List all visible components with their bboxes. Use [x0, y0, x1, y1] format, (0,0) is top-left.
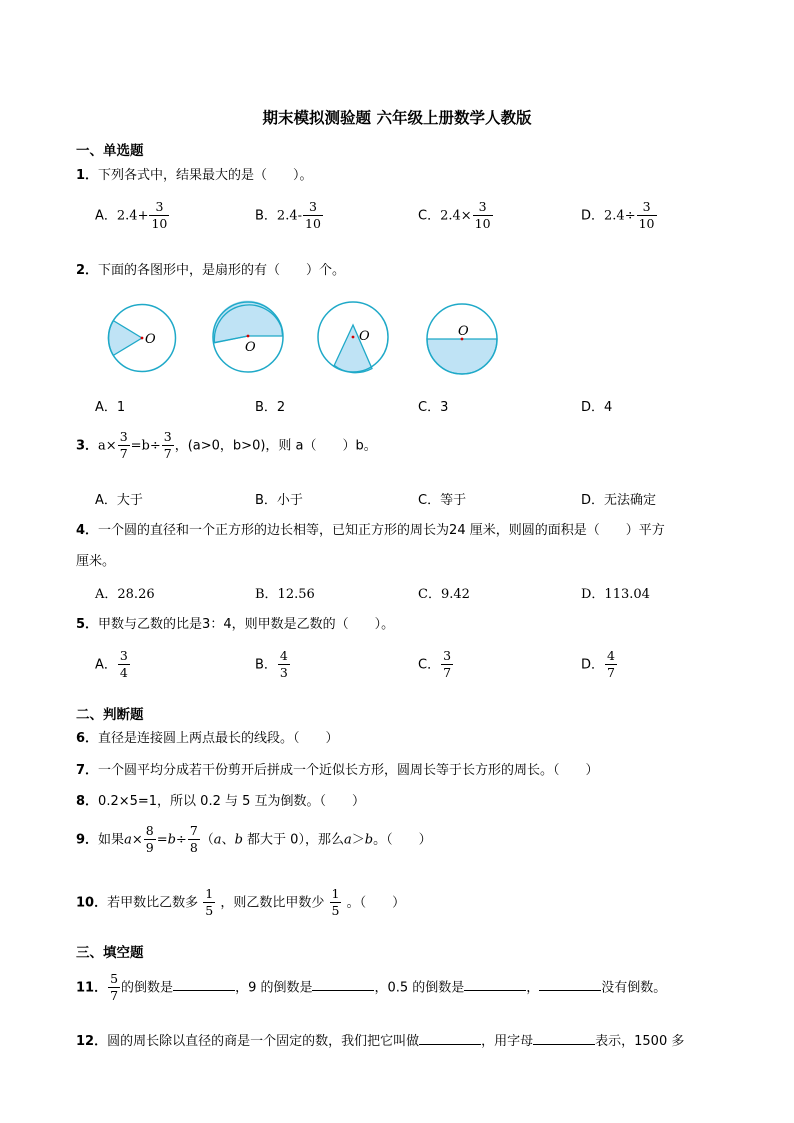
denominator: 7	[119, 446, 128, 462]
denominator: 7	[110, 988, 119, 1004]
numerator: 4	[607, 648, 615, 663]
center-label: O	[145, 332, 156, 347]
operator: ×	[131, 832, 143, 848]
question-1	[76, 164, 313, 183]
denominator: 5	[205, 903, 214, 919]
question-text: 下列各式中，结果最大的是（ ）。	[98, 168, 313, 183]
denominator: 7	[443, 665, 452, 681]
answer-blank[interactable]	[464, 977, 526, 991]
option-label: A．	[95, 657, 117, 673]
question-text: 0.2×5=1，所以 0.2 与 5 互为倒数。（ ）	[98, 794, 366, 809]
answer-blank[interactable]	[419, 1031, 481, 1045]
fraction	[108, 972, 120, 1004]
question-text: 直径是连接圆上两点最长的线段。（ ）	[98, 731, 339, 746]
numerator: 3	[155, 199, 164, 214]
expression: 2.4×	[440, 208, 472, 224]
center-label: O	[245, 340, 256, 355]
option-c[interactable]: C．等于	[418, 493, 467, 508]
numerator: 3	[478, 199, 487, 214]
question-3	[76, 430, 377, 462]
question-text: ，	[526, 980, 540, 996]
option-b[interactable]	[255, 649, 291, 681]
denominator: 9	[145, 840, 154, 856]
question-2	[76, 259, 345, 278]
question-number: 12．	[76, 1034, 108, 1049]
variable-b: b	[364, 832, 374, 848]
question-number: 6．	[76, 731, 99, 746]
fraction	[473, 200, 493, 232]
denominator: 3	[279, 665, 288, 681]
question-number: 7．	[76, 763, 99, 778]
fraction	[605, 649, 617, 681]
answer-blank[interactable]	[533, 1031, 595, 1045]
fraction	[188, 824, 200, 856]
option-a[interactable]	[95, 200, 170, 232]
sector-figures	[95, 292, 515, 380]
denominator: 7	[607, 665, 615, 681]
question-text: 下面的各图形中，是扇形的有（ ）个。	[98, 263, 346, 278]
expression: 2.4+	[116, 208, 149, 224]
question-10	[76, 887, 405, 919]
numerator: 8	[145, 823, 154, 838]
question-7	[76, 759, 599, 778]
option-label: A．	[95, 208, 117, 224]
option-label: B．	[255, 208, 277, 224]
denominator: 10	[305, 216, 321, 232]
circle-figure-3	[318, 302, 388, 373]
question-text: ，0.5 的倒数是	[374, 980, 465, 996]
numerator: 3	[642, 199, 651, 214]
denominator: 10	[638, 216, 655, 232]
option-a[interactable]	[95, 649, 131, 681]
option-d[interactable]	[581, 649, 618, 681]
numerator: 7	[189, 823, 198, 838]
answer-blank[interactable]	[173, 977, 235, 991]
numerator: 1	[205, 886, 214, 901]
question-text: 都大于 0），那么	[242, 832, 344, 848]
numerator: 1	[331, 886, 340, 901]
question-number: 8．	[76, 794, 99, 809]
question-text: 圆的周长除以直径的商是一个固定的数，我们把它叫做	[107, 1034, 420, 1049]
numerator: 3	[443, 648, 452, 663]
option-label: D．	[581, 657, 605, 673]
option-c[interactable]	[418, 200, 494, 232]
question-text: 。（ ）	[346, 895, 406, 911]
variable-a: a	[343, 832, 352, 848]
denominator: 8	[189, 840, 198, 856]
section-heading-single-choice: 一、单选题	[76, 143, 144, 159]
variable-a: a	[213, 832, 222, 848]
option-b[interactable]	[255, 200, 324, 232]
fraction	[162, 430, 174, 462]
option-a[interactable]: A．1	[95, 400, 126, 415]
question-text: 一个圆平均分成若干份剪开后拼成一个近似长方形，圆周长等于长方形的周长。（ ）	[98, 763, 599, 778]
question-number: 9．	[76, 832, 99, 848]
fraction	[203, 887, 215, 919]
option-label: C．	[418, 657, 441, 673]
option-d[interactable]: D．113.04	[581, 587, 650, 602]
fraction	[330, 887, 342, 919]
fraction	[278, 649, 290, 681]
option-c[interactable]	[418, 649, 454, 681]
numerator: 3	[163, 429, 172, 444]
numerator: 4	[279, 648, 288, 663]
question-9	[76, 824, 432, 856]
question-text: ，用字母	[481, 1034, 534, 1049]
operator: ÷	[175, 832, 187, 848]
fraction	[144, 824, 156, 856]
question-text: 如果	[98, 832, 125, 848]
expression: 2.4÷	[604, 208, 636, 224]
option-b[interactable]: B．2	[255, 400, 286, 415]
denominator: 10	[151, 216, 168, 232]
numerator: 3	[308, 199, 317, 214]
question-11	[76, 972, 666, 1004]
option-a[interactable]: A．28.26	[95, 587, 155, 602]
circle-figure-4	[427, 304, 497, 374]
page-title: 期末模拟测验题 六年级上册数学人教版	[262, 109, 532, 127]
question-text: ，9 的倒数是	[235, 980, 313, 996]
question-number: 4．	[76, 523, 99, 538]
question-number: 2．	[76, 263, 99, 278]
operator: ＞	[351, 832, 365, 848]
denominator: 5	[331, 903, 340, 919]
question-number: 3．	[76, 438, 99, 454]
question-4	[76, 519, 665, 538]
expression: =b÷	[130, 438, 161, 454]
numerator: 3	[119, 429, 128, 444]
circle-figure-2	[213, 301, 283, 372]
circle-figure-1	[108, 305, 175, 372]
question-number: 10．	[76, 895, 108, 911]
variable-a: a	[124, 832, 132, 848]
center-label: O	[458, 324, 469, 339]
question-text: 。（ ）	[373, 832, 432, 848]
fraction	[118, 649, 130, 681]
question-text: 、	[221, 832, 235, 848]
option-c[interactable]: C．9.42	[418, 587, 470, 602]
variable-b: b	[167, 832, 176, 848]
question-12	[76, 1030, 684, 1049]
question-4-line-2: 厘米。	[76, 554, 116, 569]
option-b[interactable]: B．小于	[255, 493, 303, 508]
option-label: B．	[255, 657, 277, 673]
option-label: C．	[418, 208, 441, 224]
option-d[interactable]: D．无法确定	[581, 493, 657, 508]
variable-b: b	[234, 832, 243, 848]
option-b[interactable]: B．12.56	[255, 587, 315, 602]
option-c[interactable]: C．3	[418, 400, 449, 415]
fraction	[118, 430, 130, 462]
question-text: ，则乙数比甲数少	[220, 895, 325, 911]
option-label: D．	[581, 208, 605, 224]
center-label: O	[359, 329, 370, 344]
section-heading-fill-in: 三、填空题	[76, 945, 144, 961]
question-text: （	[200, 832, 214, 848]
option-a[interactable]: A．大于	[95, 493, 143, 508]
fraction	[637, 200, 657, 232]
question-8	[76, 790, 365, 809]
option-d[interactable]: D．4	[581, 400, 613, 415]
denominator: 7	[163, 446, 172, 462]
denominator: 4	[119, 665, 128, 681]
fraction	[303, 200, 323, 232]
question-number: 11．	[76, 980, 108, 996]
question-number: 5．	[76, 617, 99, 632]
question-number: 1．	[76, 168, 99, 183]
operator: =	[156, 832, 168, 848]
question-text: 的倒数是	[121, 980, 174, 996]
question-text: 一个圆的直径和一个正方形的边长相等，已知正方形的周长为24 厘米，则圆的面积是（ ）平方	[98, 523, 665, 538]
denominator: 10	[474, 216, 491, 232]
expression: a×	[98, 438, 117, 454]
answer-blank[interactable]	[312, 977, 374, 991]
section-heading-true-false: 二、判断题	[76, 707, 144, 723]
expression: 2.4-	[276, 208, 302, 224]
question-5	[76, 613, 394, 632]
option-d[interactable]	[581, 200, 658, 232]
question-text: ，(a>0，b>0)，则 a（ ）b。	[174, 438, 377, 454]
question-text: 甲数与乙数的比是3：4，则甲数是乙数的（ ）。	[98, 617, 395, 632]
question-text: 表示，1500 多	[595, 1034, 685, 1049]
numerator: 5	[110, 971, 119, 986]
answer-blank[interactable]	[539, 977, 601, 991]
question-6	[76, 727, 339, 746]
fraction	[441, 649, 453, 681]
question-text: 若甲数比乙数多	[107, 895, 199, 911]
question-text: 没有倒数。	[601, 980, 667, 996]
numerator: 3	[119, 648, 128, 663]
fraction	[149, 200, 169, 232]
